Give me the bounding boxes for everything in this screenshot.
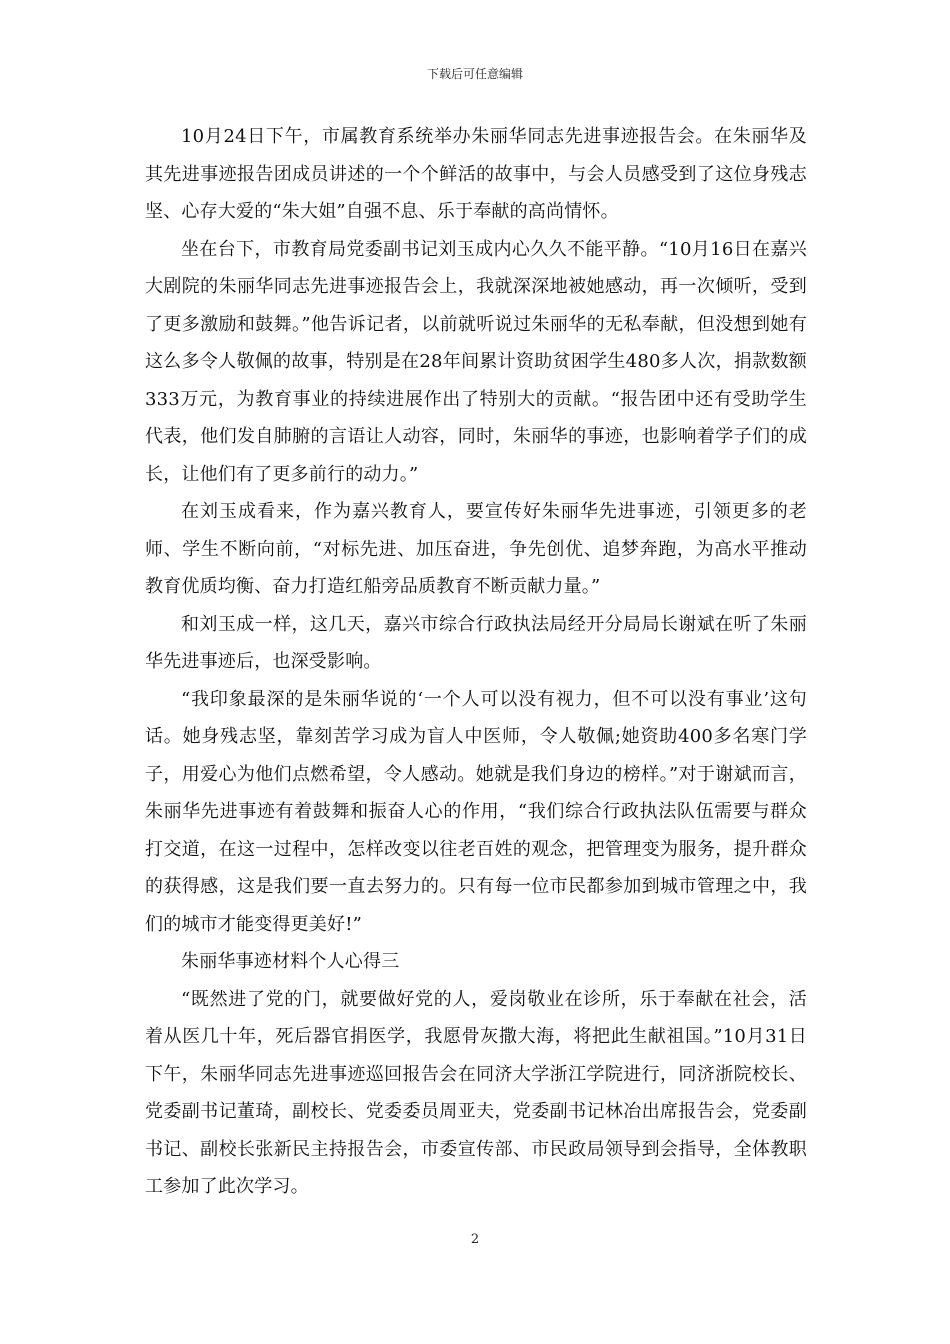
document-body <box>145 118 807 1206</box>
paragraph-3: 在刘玉成看来，作为嘉兴教育人，要宣传好朱丽华先进事迹，引领更多的老师、学生不断向前，“对标先进、加压奋进，争先创优、追梦奔跑，为高水平推动教育优质均衡、奋力打造红船旁品质教育不断贡献力量。” <box>145 501 807 597</box>
section-heading: 朱丽华事迹材料个人心得三 <box>181 951 400 972</box>
page-header: 下载后可任意编辑 <box>426 67 523 81</box>
paragraph-4: 和刘玉成一样，这几天，嘉兴市综合行政执法局经开分局局长谢斌在听了朱丽华先进事迹后，也深受影响。 <box>145 613 807 672</box>
paragraph-7: “既然进了党的门，就要做好党的人，爱岗敬业在诊所，乐于奉献在社会，活着从医几十年，死后器官捐医学，我愿骨灰撒大海，将把此生献祖国。”10月31日下午，朱丽华同志先进事迹巡回报告会在同济大学浙江学院进行，同济浙院校长、党委副书记董琦，副校长、党委委员周亚夫，党委副书记林冶出席报告会，党委副书记、副校长张新民主持报告会，市委宣传部、市民政局领导到会指导，全体教职工参加了此次学习。 <box>145 988 807 1197</box>
paragraph-1: 10月24日下午，市属教育系统举办朱丽华同志先进事迹报告会。在朱丽华及其先进事迹报告团成员讲述的一个个鲜活的故事中，与会人员感受到了这位身残志坚、心存大爱的“朱大姐”自强不息、乐于奉献的高尚情怀。 <box>145 126 807 222</box>
paragraph-2: 坐在台下，市教育局党委副书记刘玉成内心久久不能平静。“10月16日在嘉兴大剧院的朱丽华同志先进事迹报告会上，我就深深地被她感动，再一次倾听，受到了更多激励和鼓舞。”他告诉记者，以前就听说过朱丽华的无私奉献，但没想到她有这么多令人敬佩的故事，特别是在28年间累计资助贫困学生480多人次，捐款数额333万元，为教育事业的持续进展作出了特别大的贡献。“报告团中还有受助学生代表，他们发自肺腑的言语让人动容，同时，朱丽华的事迹，也影响着学子们的成长，让他们有了更多前行的动力。” <box>145 238 807 485</box>
paragraph-5: “我印象最深的是朱丽华说的‘一个人可以没有视力，但不可以没有事业’这句话。她身残志坚，靠刻苦学习成为盲人中医师，令人敬佩;她资助400多名寒门学子，用爱心为他们点燃希望，令人感动。她就是我们身边的榜样。”对于谢斌而言，朱丽华先进事迹有着鼓舞和振奋人心的作用，“我们综合行政执法队伍需要与群众打交道，在这一过程中，怎样改变以往老百姓的观念，把管理变为服务，提升群众的获得感，这是我们要一直去努力的。只有每一位市民都参加到城市管理之中，我们的城市才能变得更美好!” <box>145 688 807 935</box>
page-number: 2 <box>470 1232 480 1247</box>
